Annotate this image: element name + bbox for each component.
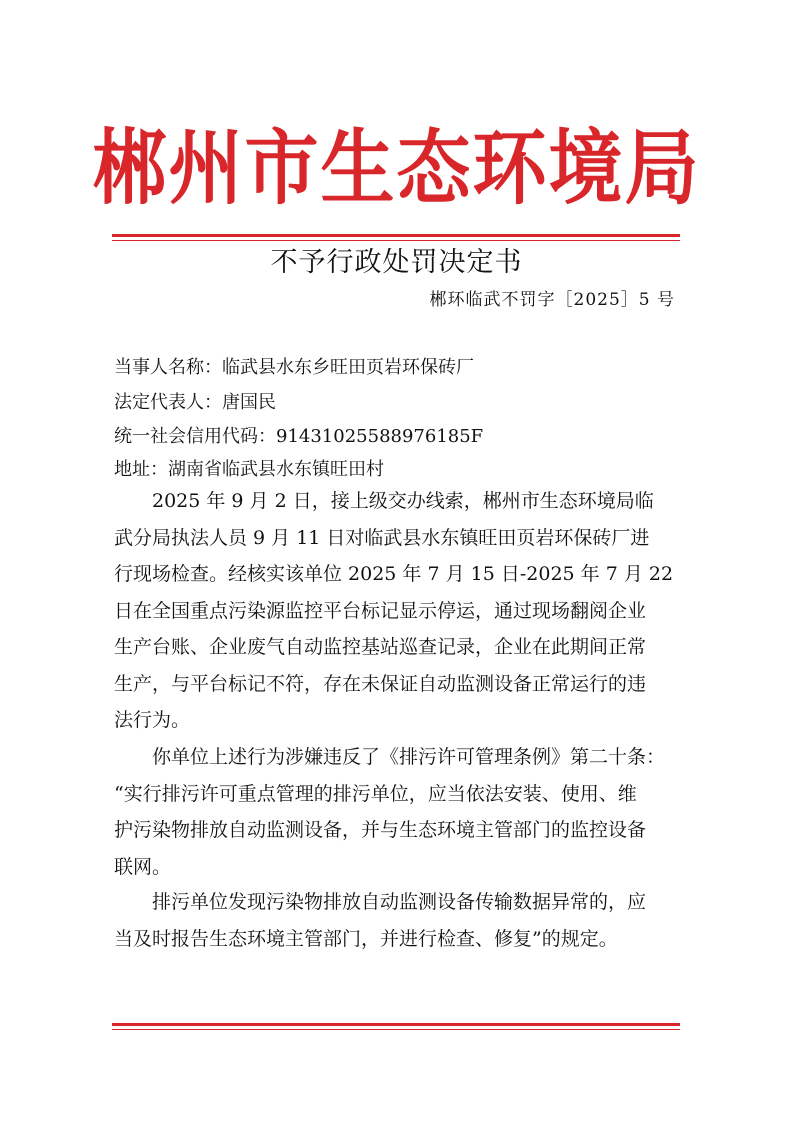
document-title: 不予行政处罚决定书 [270, 247, 523, 278]
paragraph-regulation [114, 884, 679, 957]
address-value: 湖南省临武县水东镇旺田村 [168, 459, 384, 480]
footer-rule-thin [112, 1029, 680, 1030]
paragraph-line: 联网。 [114, 855, 172, 878]
address-label: 地址： [114, 459, 168, 480]
paragraph-line: 生产台账、企业废气自动监控基站巡查记录，企业在此期间正常 [114, 636, 647, 658]
letterhead-rule-thin [112, 240, 680, 241]
paragraph-line: 生产，与平台标记不符，存在未保证自动监测设备正常运行的违 [114, 672, 647, 695]
party-name-value: 临武县水东乡旺田页岩环保砖厂 [222, 357, 474, 378]
credit-code-label: 统一社会信用代码： [114, 426, 276, 447]
legal-rep-value: 唐国民 [222, 392, 276, 413]
paragraph-line: 日在全国重点污染源监控平台标记显示停运，通过现场翻阅企业 [114, 599, 647, 622]
paragraph-line: 护污染物排放自动监测设备，并与生态环境主管部门的监控设备 [114, 819, 647, 841]
credit-code-value: 91431025588976185F [276, 426, 484, 447]
paragraph-line: 行现场检查。经核实该单位 2025 年 7 月 15 日-2025 年 7 月 22 [114, 563, 674, 585]
address-line [114, 458, 384, 482]
paragraph-line: 排污单位发现污染物排放自动监测设备传输数据异常的，应 [152, 891, 647, 913]
letterhead-rule-thick [112, 234, 680, 237]
paragraph-line: “实行排污许可重点管理的排污单位，应当依法安装、使用、维 [114, 782, 637, 805]
credit-code-line [114, 425, 483, 449]
paragraph-findings [114, 483, 679, 739]
paragraph-violation [114, 739, 679, 885]
paragraph-line: 法行为。 [114, 709, 191, 731]
party-name-line [114, 356, 474, 380]
document-number: 郴环临武不罚字［2025］5 号 [429, 290, 675, 310]
party-name-label: 当事人名称： [114, 357, 222, 378]
paragraph-line: 你单位上述行为涉嫌违反了《排污许可管理条例》第二十条： [152, 746, 666, 768]
agency-letterhead: 郴州市生态环境局 [92, 121, 701, 216]
paragraph-line: 2025 年 9 月 2 日，接上级交办线索，郴州市生态环境局临 [152, 490, 654, 512]
paragraph-line: 当及时报告生态环境主管部门，并进行检查、修复”的规定。 [114, 927, 618, 950]
footer-rule-thick [112, 1023, 680, 1026]
legal-rep-line [114, 391, 276, 415]
paragraph-line: 武分局执法人员 9 月 11 日对临武县水东镇旺田页岩环保砖厂进 [114, 526, 650, 549]
legal-rep-label: 法定代表人： [114, 392, 222, 413]
